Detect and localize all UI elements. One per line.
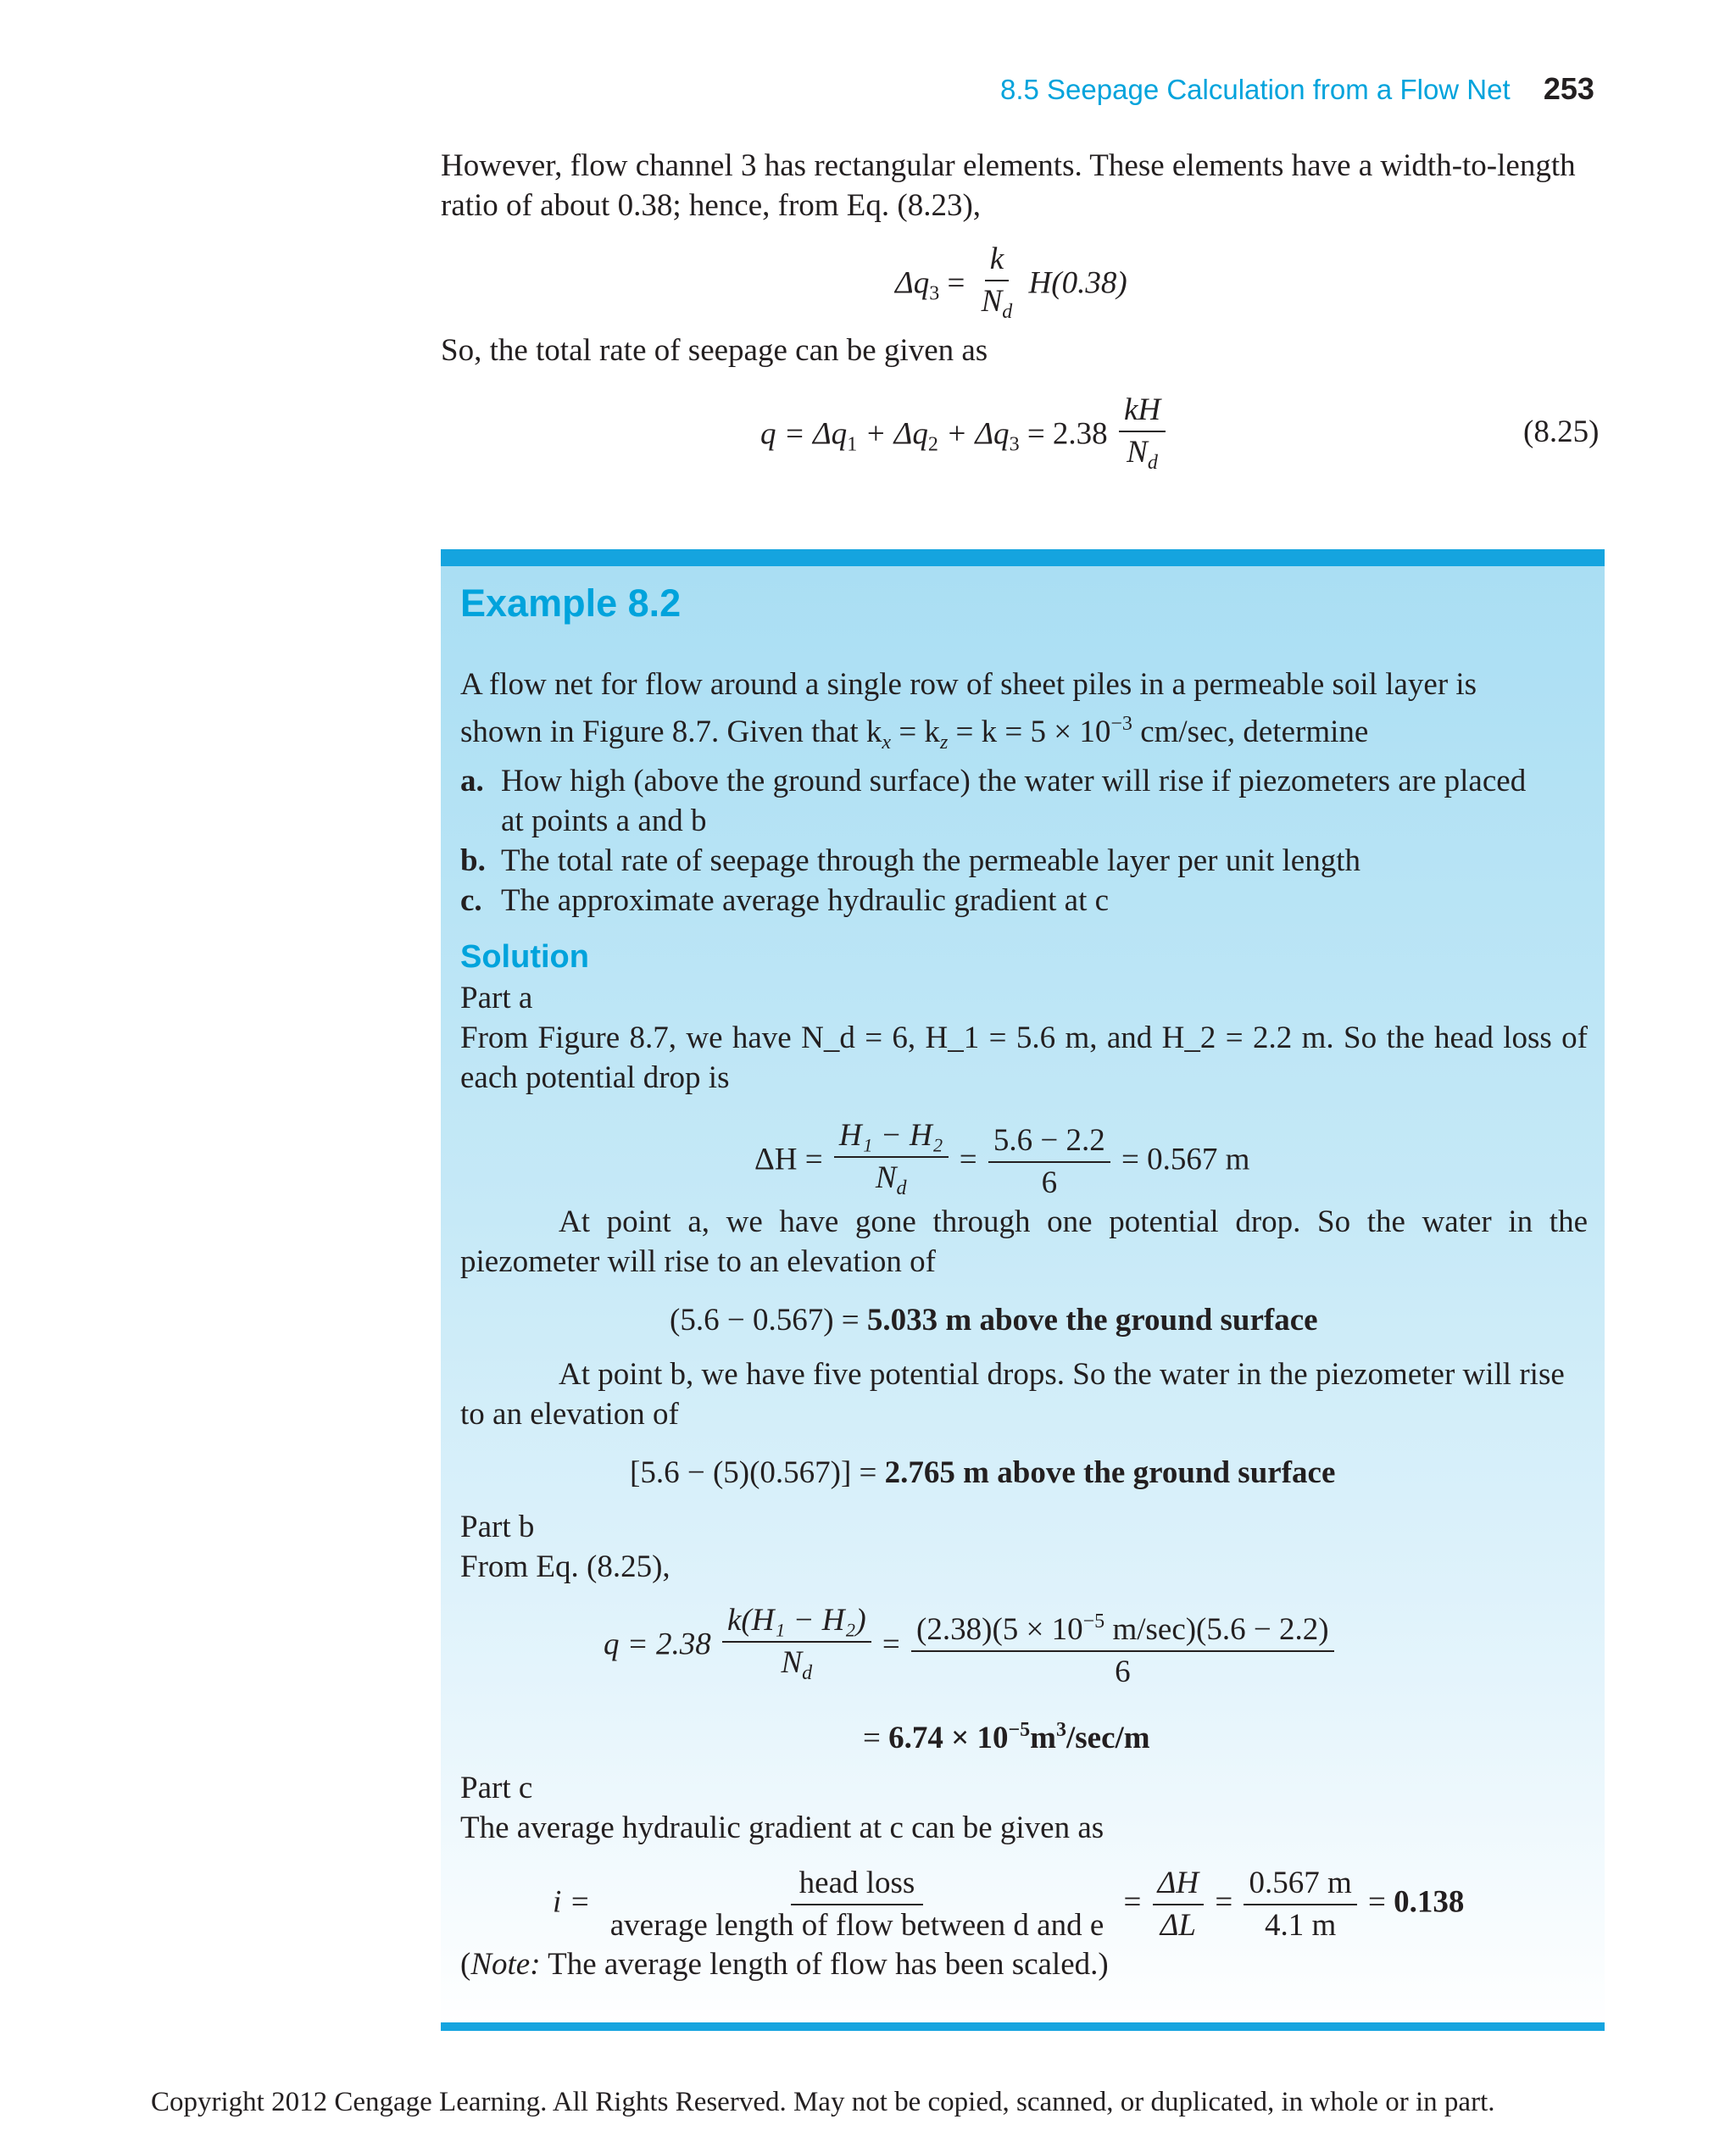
copyright-footer: Copyright 2012 Cengage Learning. All Rights Reserved. May not be copied, scanned, or duplicated, in whole or in part. [151,2087,1495,2117]
part-a-heading: Part a [460,981,533,1015]
fraction-kh-over-nd: $\frac{kH}{N_d}$ [1119,392,1166,481]
list-item: a. How high (above the ground surface) the water will rise if piezometers are placed at points a and b [460,764,1527,838]
equation-gradient: i = $\frac{\text{head loss}}{\text{average length of flow between d and e}}$ = $\frac{\Delta H}{\Delta L}$ = $\frac{0.567 m}{4.1 m}$ = 0.138 [553,1866,1465,1943]
example-bottom-rule [441,2022,1605,2031]
problem-statement: A flow net for flow around a single row of sheet piles in a permeable soil layer is shown in Figure 8.7. Given that $k_x = k_z = k = 5 \times 10^{-3}$ cm/sec, determine [460,667,1477,754]
page-number: 253 [1543,71,1594,106]
note-text: (Note: The average length of flow has been scaled.) [460,1947,1109,1982]
equation-point-b: [5.6 − (5)(0.567)] = 2.765 m above the ground surface [630,1455,1336,1490]
intro-paragraph: However, flow channel 3 has rectangular elements. These elements have a width-to-length ratio of about 0.38; hence, from Eq. (8.23), [441,148,1576,223]
equation-q: q = 2.38 $\frac{\text{k(H₁ − H₂)}}{N_d}$ = $\frac{(2.38)(5 \times 10^{-5} m/\sec)(5.6 - 2.2)}{6}$ [604,1602,1338,1692]
running-head [1000,71,1594,107]
point-b-text: At point b, we have five potential drops. So the water in the piezometer will rise to an elevation of [460,1357,1565,1432]
solution-heading: Solution [460,939,589,975]
part-b-heading: Part b [460,1510,535,1544]
list-item: c. The approximate average hydraulic gradient at c [460,883,1110,918]
equation-dq3: $\Delta q_3$ = $\frac{k}{N_d}$ H(0.38) [895,241,1127,331]
section-title: 8.5 Seepage Calculation from a Flow Net [1000,74,1511,105]
equation-number: (8.25) [1523,414,1600,449]
point-a-text: At point a, we have gone through one potential drop. So the water in the piezometer will rise to an elevation of [460,1204,1588,1279]
so-text: So, the total rate of seepage can be given as [441,333,988,368]
equation-q-result: = $6.74 \times 10^{-5}m^3/\sec/m$ [863,1719,1150,1755]
equation-delta-h: ΔH = $\frac{\text{H₁ − H₂}}{N_d}$ = $\frac{5.6 - 2.2}{6}$ = 0.567 m [754,1118,1250,1200]
part-c-text: Part c The average hydraulic gradient at c can be given as [460,1768,1104,1848]
example-top-rule [441,549,1605,566]
list-item: b. The total rate of seepage through the permeable layer per unit length [460,843,1360,878]
equation-point-a: (5.6 − 0.567) = 5.033 m above the ground surface [670,1303,1318,1338]
equation-total-seepage: $q = \Delta q_1 + \Delta q_2 + \Delta q_3 = 2.38$ $\frac{kH}{N_d}$ [760,392,1169,481]
part-b-text: Part b From Eq. (8.25), [460,1507,670,1587]
part-a-text: Part a From Figure 8.7, we have N_d = 6, H_1 = 5.6 m, and H_2 = 2.2 m. So the head loss of each potential drop is [460,978,1588,1098]
fraction-k-over-nd: $\frac{k}{N_d}$ [981,242,1013,323]
problem-items [460,761,1588,921]
part-c-heading: Part c [460,1771,533,1805]
example-title: Example 8.2 [460,581,682,625]
